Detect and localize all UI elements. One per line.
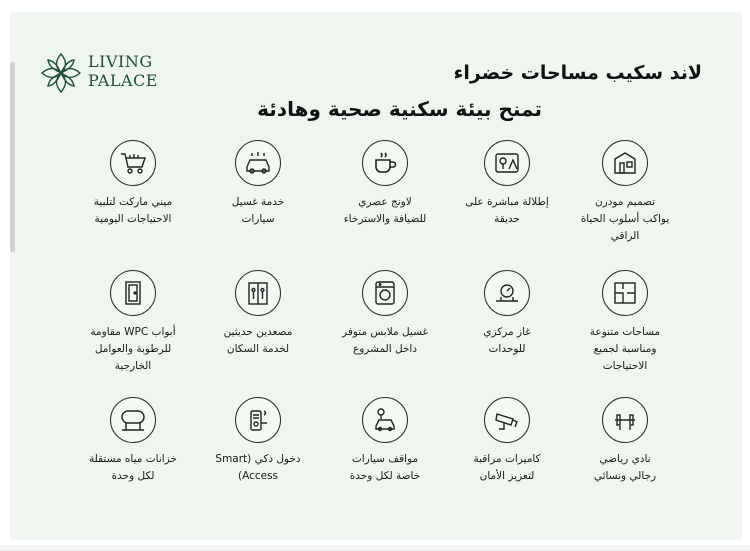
feature-label: دخول ذكي (Smart Access) xyxy=(215,453,301,482)
leaf-logo-icon xyxy=(40,52,82,94)
feature-label: تصميم مودرن يواكب أسلوب الحياة الراقي xyxy=(580,196,670,242)
feature-label: مساحات متنوعة ومناسبة لجميع الاحتياجات xyxy=(589,326,661,372)
modern-building-icon xyxy=(602,140,648,186)
elevator-icon xyxy=(235,270,281,316)
feature-label: خزانات مياه مستقلة لكل وحدة xyxy=(89,453,177,482)
feature-label: ميني ماركت لتلبية الاحتياجات اليومية xyxy=(93,196,173,225)
shopping-cart-icon xyxy=(110,140,156,186)
floor-plan-icon xyxy=(602,270,648,316)
gym-icon xyxy=(602,397,648,443)
parking-icon xyxy=(362,397,408,443)
smart-lock-icon xyxy=(235,397,281,443)
feature-label: لاونج عصري للضيافة والاسترخاء xyxy=(343,196,427,225)
feature-label: إطلالة مباشرة على حديقة xyxy=(465,196,549,225)
feature-panel xyxy=(10,12,742,540)
garden-view-icon xyxy=(484,140,530,186)
feature-label: مواقف سيارات خاصة لكل وحدة xyxy=(349,453,421,482)
brand-name-line2: PALACE xyxy=(88,71,158,90)
feature-label: خدمة غسيل سيارات xyxy=(231,196,285,225)
feature-water-tanks xyxy=(58,397,208,485)
bottom-divider xyxy=(0,545,750,551)
headline-line2: تمنح بيئة سكنية صحية وهادئة xyxy=(257,97,542,121)
security-camera-icon xyxy=(484,397,530,443)
scrollbar-thumb[interactable] xyxy=(10,62,15,252)
brand-logo xyxy=(40,52,200,92)
feature-label: كاميرات مراقبة لتعزيز الأمان xyxy=(473,453,541,482)
headline-line1: لاند سكيب مساحات خضراء xyxy=(453,62,702,84)
water-tank-icon xyxy=(110,397,156,443)
feature-label: غسيل ملابس متوفر داخل المشروع xyxy=(342,326,428,355)
feature-wpc-doors xyxy=(58,270,208,375)
feature-label: مصعدين حديثين لخدمة السكان xyxy=(223,326,293,355)
brand-name-line1: LIVING xyxy=(88,52,153,71)
feature-label: أبواب WPC مقاومة للرطوبة والعوامل الخارجية xyxy=(90,326,176,372)
door-icon xyxy=(110,270,156,316)
feature-mini-market xyxy=(58,140,208,228)
gas-meter-icon xyxy=(484,270,530,316)
car-wash-icon xyxy=(235,140,281,186)
washing-machine-icon xyxy=(362,270,408,316)
feature-label: غاز مركزي للوحدات xyxy=(483,326,531,355)
coffee-cup-icon xyxy=(362,140,408,186)
feature-label: نادي رياضي رجالي ونسائي xyxy=(593,453,657,482)
